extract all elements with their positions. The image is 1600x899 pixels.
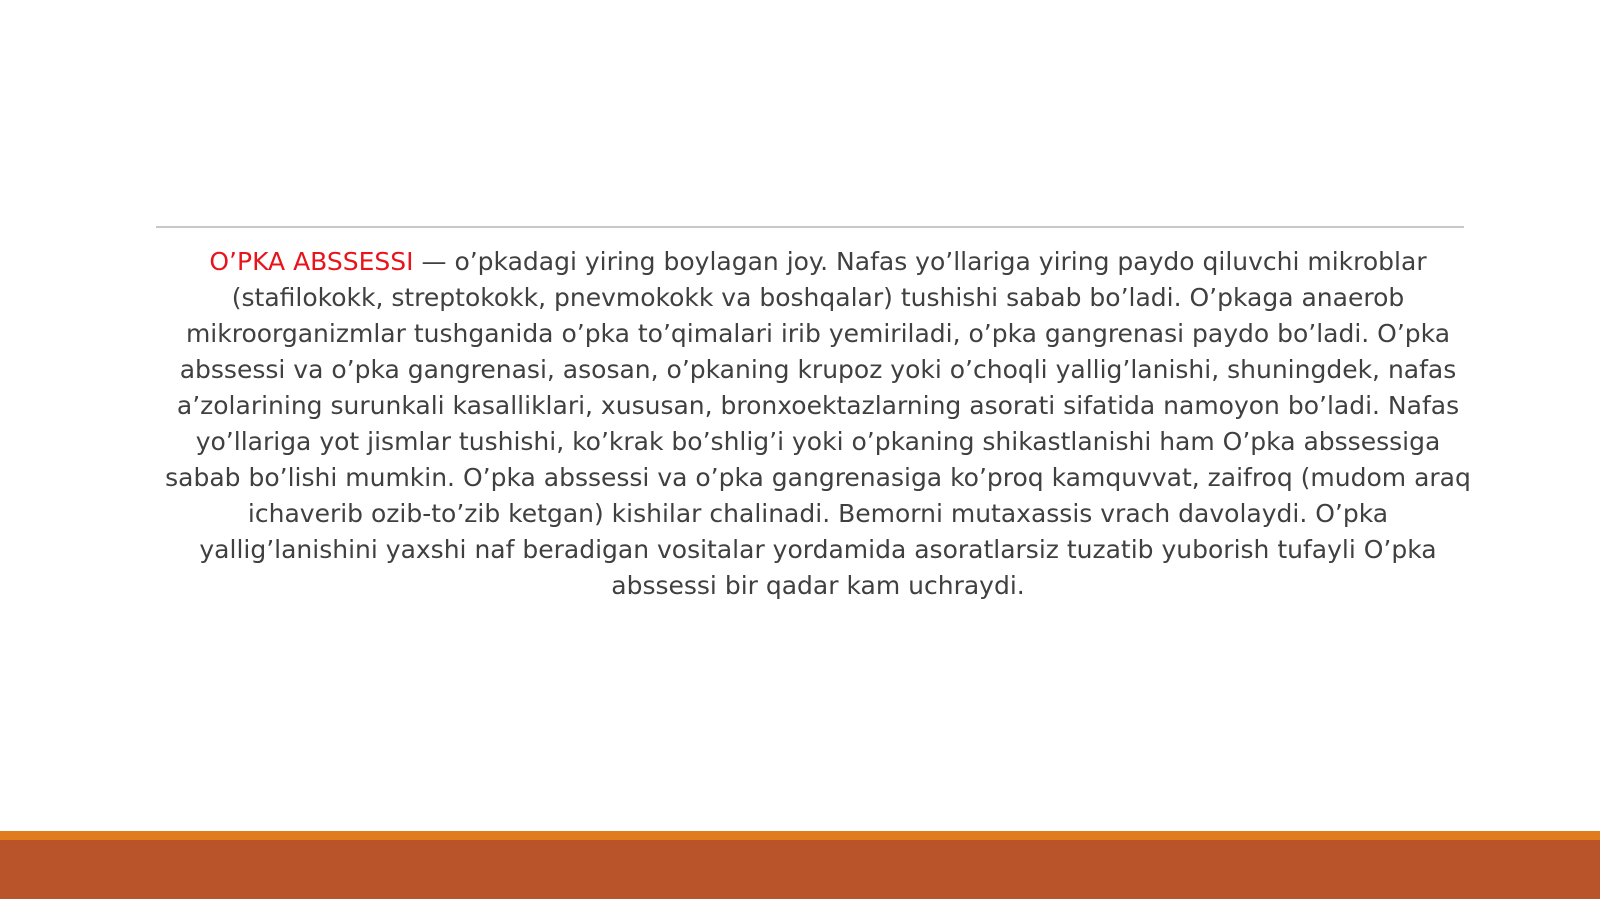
footer-accent-bar-thick — [0, 840, 1600, 899]
title-divider — [156, 226, 1464, 228]
highlighted-term: O’PKA ABSSESSI — [209, 247, 414, 276]
footer-accent-bar-thin — [0, 831, 1600, 840]
paragraph-text: — o’pkadagi yiring boylagan joy. Nafas yo’llariga yiring paydo qiluvchi mikroblar (stafilokokk, streptokokk, pnevmokokk va boshqalar) tushishi sabab bo’ladi. O’pkaga anaerob mikroorganizmlar tushganida o’pka to’qimalari irib yemiriladi, o’pka gangrenasi paydo bo’ladi. O’pka abssessi va o’pka gangrenasi, asosan, o’pkaning krupoz yoki o’choqli yallig’lanishi, shuningdek, nafas a’zolarining surunkali kasalliklari, xususan, bronxoektazlarning asorati sifatida namoyon bo’ladi. Nafas yo’llariga yot jismlar tushishi, ko’krak bo’shlig’i yoki o’pkaning shikastlanishi ham O’pka abssessiga sabab bo’lishi mumkin. O’pka abssessi va o’pka gangrenasiga ko’proq kamquvvat, zaifroq (mudom araq ichaverib ozib-to’zib ketgan) kishilar chalinadi. Bemorni mutaxassis vrach davolaydi. O’pka yallig’lanishini yaxshi naf beradigan vositalar yordamida asoratlarsiz tuzatib yuborish tufayli O’pka abssessi bir qadar kam uchraydi. — [165, 247, 1471, 600]
body-paragraph — [160, 244, 1476, 604]
